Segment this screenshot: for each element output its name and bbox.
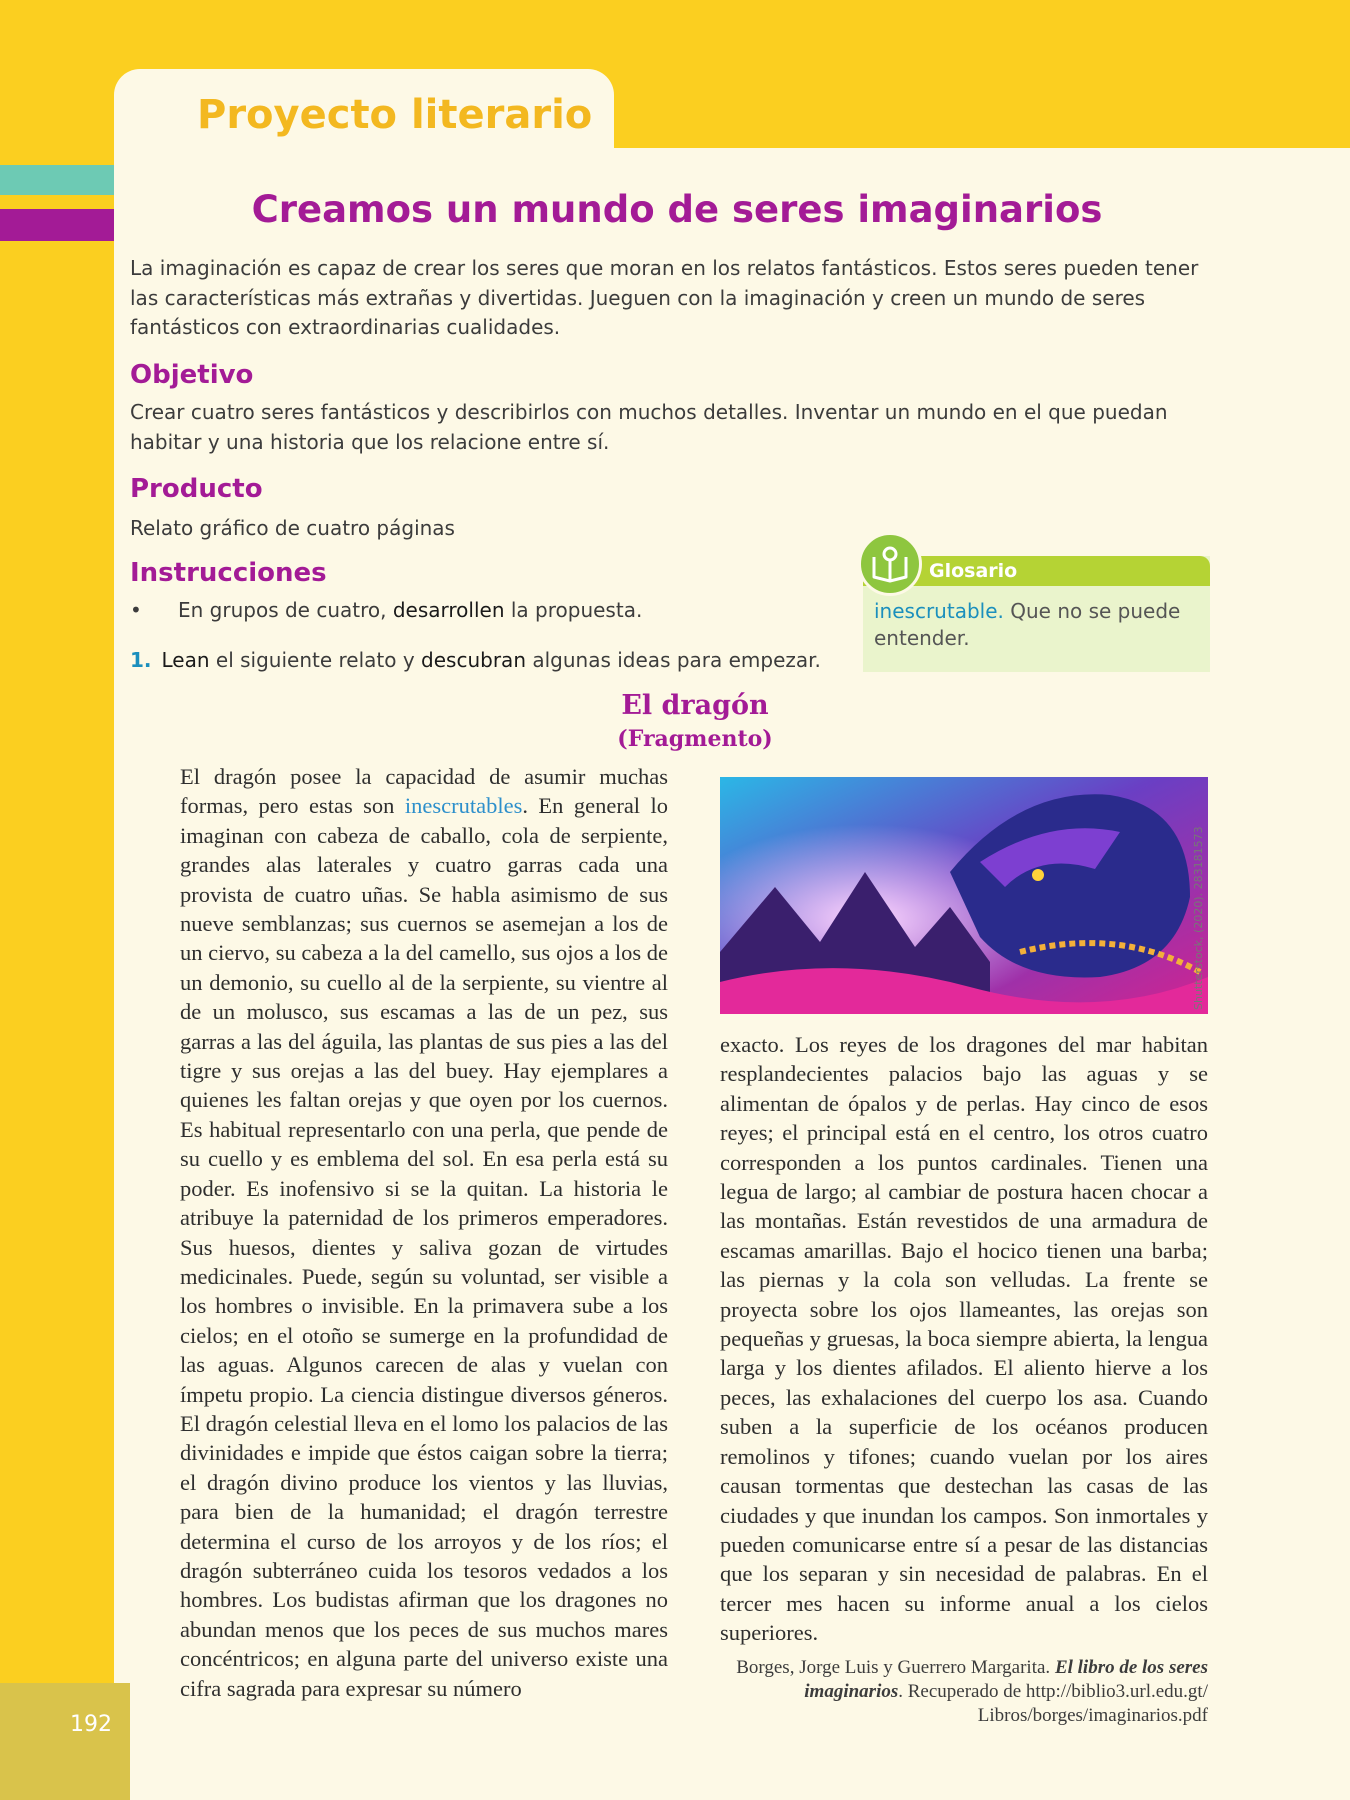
instrucciones-heading: Instrucciones [130,558,327,588]
story-title: El dragón [621,690,769,721]
book-icon [858,532,922,596]
story-right-column: exacto. Los reyes de los dragones del mar habitan resplandecientes palacios bajo las aguas y se alimentan de ópalos y de perlas. Hay cinco de esos reyes; el principal está en el centro, los otros cuatro corresponden a los puntos cardinales. Tienen una legua de largo; al cambiar de postura hacen chocar a las montañas. Están revestidos de una armadura de escamas amarillas. Bajo el hocico tienen una barba; las piernas y la cola son velludas. La frente se proyecta sobre los ojos llameantes, las orejas son pequeñas y gruesas, la boca siempre abierta, la lengua larga y los dientes afilados. El aliento hierve a los peces, las exhalaciones del cuerpo los asa. Cuando suben a la superficie de los océanos producen remolinos y tifones; cuando vuelan por los aires causan tormentas que destechan las casas de las ciudades y que inundan los campos. Son inmortales y pueden comunicarse entre sí a pesar de las distancias que los separan y sin necesidad de palabras. En el tercer mes hacen su informe anual a los cielos superiores. [720,1032,1208,1646]
objetivo-text: Crear cuatro seres fantásticos y describirlos con muchos detalles. Inventar un mundo en el que puedan habitar y una historia que los relacione entre sí. [130,400,1168,454]
page-number-block [0,1683,130,1800]
glossary-definition: Que no se puede entender. [874,599,1181,650]
magenta-stripe [0,209,114,241]
bullet-marker: • [130,598,142,622]
image-credit: Shutterstock, (2020). 283181573 [1192,826,1205,1010]
glossary-heading: Glosario [929,560,1018,582]
dragon-illustration [720,777,1208,1014]
teal-stripe [0,165,114,195]
book-title: El libro de los seres imaginarios [804,1657,1208,1702]
section-title: Proyecto literario [197,92,593,138]
objetivo-heading: Objetivo [130,360,254,390]
left-margin-band [0,0,114,1800]
story-left-column: El dragón posee la capacidad de asumir muchas formas, pero estas son inescrutables. En general lo imaginan con cabeza de caballo, cola de serpiente, grandes alas laterales y cuatro garras cada una provista de cuatro uñas. Se habla asimismo de sus nueve semblanzas; sus cuernos se asemejan a los de un ciervo, su cabeza a la del camello, sus ojos a los de un demonio, su cuello al de la serpiente, su vientre al de un molusco, sus escamas a las de un pez, sus garras a las del águila, las plantas de sus pies a las del tigre y sus orejas a las del buey. Hay ejemplares a quienes les faltan orejas y que oyen por los cuernos. Es habitual representarlo con una perla, que pende de su cuello y es emblema del sol. En esa perla está su poder. Es inofensivo si se la quitan. La historia le atribuye la paternidad de los primeros emperadores. Sus huesos, dientes y saliva gozan de virtudes medicinales. Puede, según su voluntad, ser visible a los hombres o invisible. En la primavera sube a los cielos; en el otoño se sumerge en la profundidad de las aguas. Algunos carecen de alas y vuelan con ímpetu propio. La ciencia distingue diversos géneros. El dragón celestial lleva en el lomo los palacios de las divinidades e impide que éstos caigan sobre la tierra; el dragón divino produce los vientos y las lluvias, para bien de la humanidad; el dragón terrestre determina el curso de los arroyos y de los ríos; el dragón subterráneo cuida los tesoros vedados a los hombres. Los budistas afirman que los dragones no abundan menos que los peces de sus muchos mares concéntricos; en alguna parte del universo existe una cifra sagrada para expresar su número [180,764,669,1701]
instruction-step-1: 1. Lean el siguiente relato y descubran algunas ideas para empezar. [130,648,821,672]
glossary-link[interactable]: inescrutables [404,793,523,819]
bullet-text: En grupos de cuatro, desarrollen la propuesta. [178,598,643,622]
page-title: Creamos un mundo de seres imaginarios [251,188,1103,231]
story-subtitle: (Fragmento) [617,726,773,752]
page-number: 192 [70,1712,112,1737]
glossary-term: inescrutable. [874,599,1004,623]
step-number: 1. [130,648,152,672]
glossary-entry [874,598,1194,652]
producto-heading: Producto [130,474,263,504]
intro-paragraph: La imaginación es capaz de crear los seres que moran en los relatos fantásticos. Estos seres pueden tener las características más extrañas y divertidas. Jueguen con la imaginación y creen un mundo de seres fantásticos con extraordinarias cualidades. [130,256,1199,339]
source-citation: Borges, Jorge Luis y Guerrero Margarita. El libro de los seres imaginarios. Recuperado de http://biblio3.url.edu.gt/ Libros/borges/imaginarios.pdf [736,1657,1208,1726]
producto-text: Relato gráfico de cuatro páginas [130,516,455,540]
